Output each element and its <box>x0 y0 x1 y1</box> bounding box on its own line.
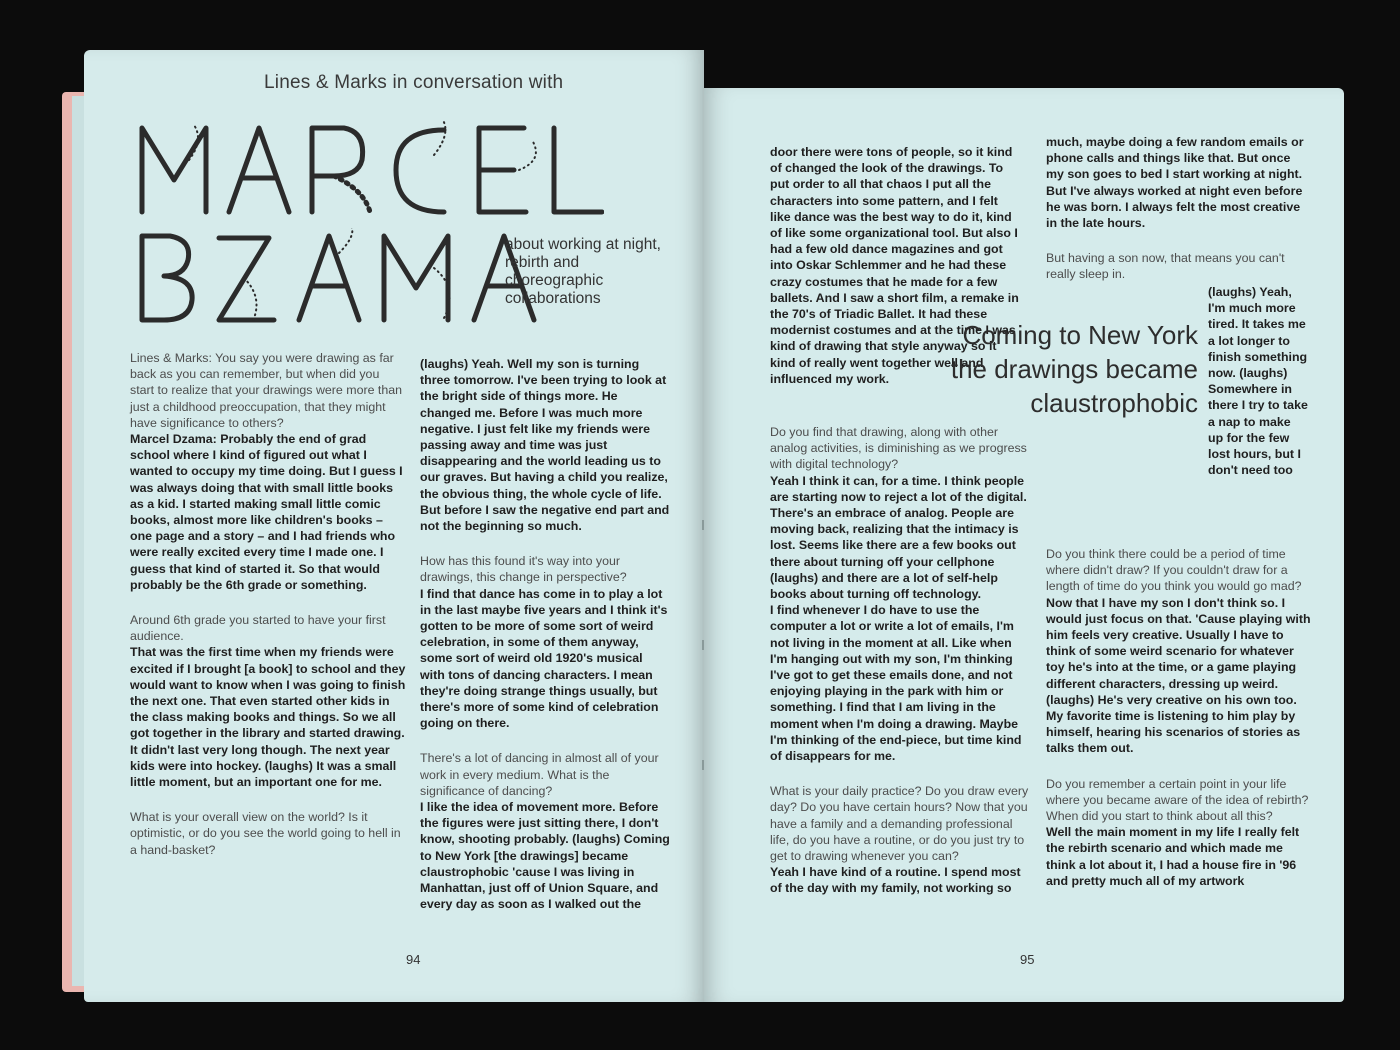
interview-answer: (laughs) Yeah, I'm much more tired. It takes me a lot longer to finish something now. (laughs) Somewhere in there I try to take a nap to make up for the few lost hours, but I don't need too <box>1208 285 1308 478</box>
interview-question: Around 6th grade you started to have your first audience. <box>130 613 386 644</box>
interview-question: Do you remember a certain point in your life where you became aware of the idea of rebirth? When did you start to think about all this? <box>1046 776 1309 824</box>
interview-question: How has this found it's way into your drawings, this change in perspective? <box>420 554 627 585</box>
left-column-2 <box>420 356 670 913</box>
right-column-1 <box>770 424 1032 897</box>
interview-question: What is your daily practice? Do you draw every day? Do you have certain hours? Now that you have a family and a demanding professional life, do you have a routine, or do you just try to get to drawing whenever you can? <box>770 784 1029 864</box>
right-column-2-narrow <box>1208 284 1308 478</box>
interview-answer: Now that I have my son I don't think so. I would just focus on that. 'Cause playing with him feels very creative. Usually I have to think of some weird scenario for whatever toy he's into at the time, or a game playing different characters, dressing up weird. (laughs) He's very creative on his own too. My favorite time is listening to him play by himself, hearing his scenarios of stories as talks them out. <box>1046 595 1311 756</box>
page-number-left: 94 <box>406 952 421 967</box>
interview-answer: I find whenever I do have to use the computer a lot or write a lot of emails, I'm not living in the moment at all. Like when I'm hanging out with my son, I'm thinking I've got to get these emails done, and not enjoying playing in the park with him or something. I find that I am living in the moment when I'm doing a drawing. Maybe I'm thinking of the end-piece, but time kind of disappears for me. <box>770 603 1022 764</box>
interview-answer: door there were tons of people, so it kind of changed the look of the drawings. To put order to all that chaos I put all the characters into some pattern, and I felt like dance was the best way to do it, kind of like some organizational tool. But also I had a few old dance magazines and got into Oskar Schlemmer and he had these crazy costumes that he made for a few ballets. And I saw a short film, a remake in the 70's of Triadic Ballet. It had these modernist costumes and at the time I was kind of drawing that style anyway so it kind of really went together well and influenced my work. <box>770 145 1019 386</box>
kicker-heading: Lines & Marks in conversation with <box>264 72 564 93</box>
right-column-2-top <box>1046 134 1308 283</box>
interview-answer: Yeah I think it can, for a time. I think people are starting now to reject a lot of the digital. There's an embrace of analog. People are moving back, realizing that the intimacy is lost. Seems like there are a few books out there about turning off your cellphone (laughs) and there are a lot of self-help books about turning off technology. <box>770 473 1027 602</box>
interview-question: Do you think there could be a period of time where didn't draw? If you couldn't draw for a length of time do you think you would go mad? <box>1046 547 1302 594</box>
left-page <box>84 50 704 1002</box>
artist-name-line1 <box>134 120 604 220</box>
article-subtitle: about working at night, rebirth and choreographic collaborations <box>505 236 661 307</box>
interview-answer: Well the main moment in my life I really felt the rebirth scenario and which made me think a lot about it, I had a house fire in '96 and pretty much all of my artwork <box>1046 825 1300 888</box>
page-number-right: 95 <box>1020 952 1035 967</box>
artist-name-line1-lettering <box>134 120 604 220</box>
interview-question: Do you find that drawing, along with other analog activities, is diminishing as we progress with digital technology? <box>770 425 1027 472</box>
interview-answer: Yeah I have kind of a routine. I spend most of the day with my family, not working so <box>770 865 1021 896</box>
interview-question: There's a lot of dancing in almost all of your work in every medium. What is the significance of dancing? <box>420 751 659 798</box>
interview-question: But having a son now, that means you can't really sleep in. <box>1046 251 1285 282</box>
left-column-1 <box>130 350 406 858</box>
interview-answer: I like the idea of movement more. Before the figures were just sitting there, I don't know, shooting probably. (laughs) Coming to New York [the drawings] became claustrophobic 'cause I was living in Manhattan, just off of Union Square, and every day as soon as I walked out the <box>420 800 670 912</box>
interview-answer: Marcel Dzama: Probably the end of grad school where I kind of figured out what I wanted to occupy my time doing. But I guess I was always doing that with small little books as a kid. I started making small little comic books, almost more like children's books – one page and a story – and I had friends who were really excited every time I made one. I guess that kind of started it. So that would probably be the 6th grade or something. <box>130 432 403 592</box>
pull-quote: Coming to New York the drawings became claustrophobic <box>950 320 1198 418</box>
interview-question: Lines & Marks: You say you were drawing as far back as you can remember, but when did you start to realize that your drawings were more than just a childhood preoccupation, that they might have significance to others? <box>130 351 403 430</box>
interview-answer: That was the first time when my friends were excited if I brought [a book] to school and they would want to know when I was going to finish the next one. That even started other kids in the class making books and things. So we all got together in the library and started drawing. It didn't last very long though. The next year kids were into hockey. (laughs) It was a small little moment, but an important one for me. <box>130 645 406 790</box>
right-page <box>704 88 1344 1002</box>
interview-answer: I find that dance has come in to play a lot in the last maybe five years and I think it's gotten to be more of some sort of weird celebration, in some of them anyway, some sort of weird old 1920's musical with tons of dancing characters. I mean they're doing strange things usually, but there's more of some kind of celebration going on there. <box>420 586 668 731</box>
right-column-2 <box>1046 546 1312 889</box>
interview-question: What is your overall view on the world? Is it optimistic, or do you see the world going to hell in a hand-basket? <box>130 810 401 857</box>
interview-answer: (laughs) Yeah. Well my son is turning three tomorrow. I've been trying to look at the bright side of things more. He changed me. Before I was much more negative. I just felt like my friends were passing away and time was just disappearing and the world leading us to our graves. But having a child you realize, the obvious thing, the whole cycle of life. But before I saw the negative end part and not the beginning so much. <box>420 357 670 534</box>
interview-answer: much, maybe doing a few random emails or phone calls and things like that. But once my son goes to bed I start working at night. But I've always worked at night even before he was born. I always felt the most creative in the late hours. <box>1046 135 1304 231</box>
